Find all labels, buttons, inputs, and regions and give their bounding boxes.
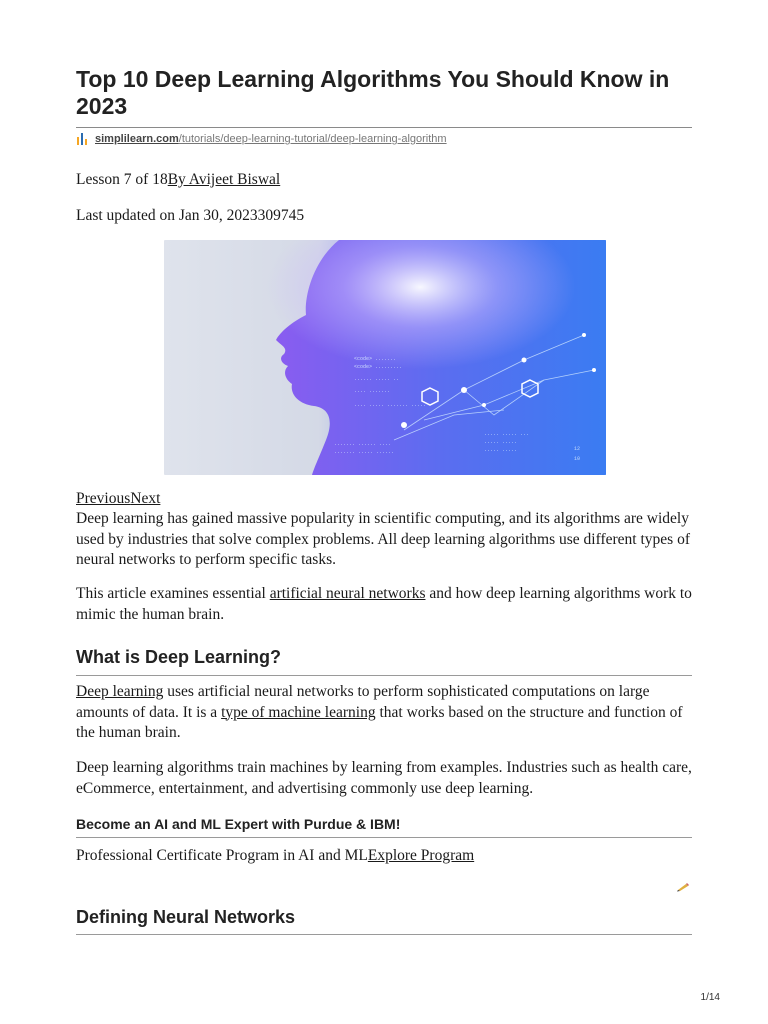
simplilearn-logo-icon xyxy=(76,131,90,147)
url-domain-link[interactable]: simplilearn.com xyxy=(95,133,179,145)
svg-text:10: 10 xyxy=(574,456,581,462)
svg-text:....... ...... ....: ....... ...... .... xyxy=(334,441,392,447)
svg-text:12: 12 xyxy=(574,446,581,452)
promo-heading: Become an AI and ML Expert with Purdue & IBM! xyxy=(76,816,401,832)
intro-p2-text-end: and how deep learning algorithms work to mimic the human brain. xyxy=(76,585,692,623)
title-divider xyxy=(76,127,692,128)
dl-p1-text-mid: uses artificial neural networks to perform sophisticated computations on large amounts of data. It is a xyxy=(76,683,650,721)
dl-p1-text-end: that works based on the structure and function of the human brain. xyxy=(76,703,683,741)
url-path-link[interactable]: /tutorials/deep-learning-tutorial/deep-learning-algorithm xyxy=(178,133,447,145)
svg-text:.... ..... ....... .....: .... ..... ....... ..... xyxy=(354,402,427,408)
promo-line xyxy=(76,846,692,867)
heading-what-is-deep-learning: What is Deep Learning? xyxy=(76,647,282,667)
intro-p2-text-start: This article examines essential xyxy=(76,585,270,602)
previous-link[interactable]: Previous xyxy=(76,490,131,507)
svg-text:..... .....: ..... ..... xyxy=(484,439,518,445)
deep-learning-paragraph-2: Deep learning algorithms train machines by learning from examples. Industries such as health care, eCommerce, entertainment, and advertising commonly use deep learning. xyxy=(76,759,692,797)
intro-paragraph-2 xyxy=(76,584,692,625)
svg-text:...... ..... ..: ...... ..... .. xyxy=(354,376,400,382)
svg-text:<code> .........: <code> ......... xyxy=(354,364,403,370)
last-updated: Last updated on Jan 30, 2023309745 xyxy=(76,207,305,224)
svg-text:.... .......: .... ....... xyxy=(354,388,391,394)
svg-text:<code> .......: <code> ....... xyxy=(354,356,397,362)
svg-text:..... .....: ..... ..... xyxy=(484,447,518,453)
next-link[interactable]: Next xyxy=(130,490,161,507)
section-divider-2 xyxy=(76,934,692,935)
explore-program-link[interactable]: Explore Program xyxy=(367,847,475,864)
type-of-machine-learning-link[interactable]: type of machine learning xyxy=(221,703,376,721)
hero-image xyxy=(164,240,606,475)
pencil-icon[interactable] xyxy=(676,882,690,892)
page-number: 1/14 xyxy=(700,992,720,1003)
svg-text:..... ..... ...: ..... ..... ... xyxy=(484,431,530,437)
section-divider xyxy=(76,675,692,676)
promo-text: Professional Certificate Program in AI and ML xyxy=(76,847,368,864)
promo-divider xyxy=(76,837,692,838)
deep-learning-link[interactable]: Deep learning xyxy=(76,683,164,700)
deep-learning-paragraph-1 xyxy=(76,682,692,744)
svg-text:....... ..... ......: ....... ..... ...... xyxy=(334,449,395,455)
intro-paragraph-1: Deep learning has gained massive popularity in scientific computing, and its algorithms are widely used by industries that solve complex problems. All deep learning algorithms use different types of neural networks to perform specific tasks. xyxy=(76,510,690,568)
ai-face-neural-network-image xyxy=(164,240,606,475)
pager xyxy=(76,489,692,510)
lesson-label: Lesson 7 of 18 xyxy=(76,171,168,188)
heading-defining-neural-networks: Defining Neural Networks xyxy=(76,907,296,927)
artificial-neural-networks-link[interactable]: artificial neural networks xyxy=(269,585,426,602)
source-url xyxy=(76,131,447,147)
article-title: Top 10 Deep Learning Algorithms You Should Know in 2023 xyxy=(76,66,670,119)
lesson-line xyxy=(76,170,692,191)
author-link[interactable]: By Avijeet Biswal xyxy=(167,171,281,188)
